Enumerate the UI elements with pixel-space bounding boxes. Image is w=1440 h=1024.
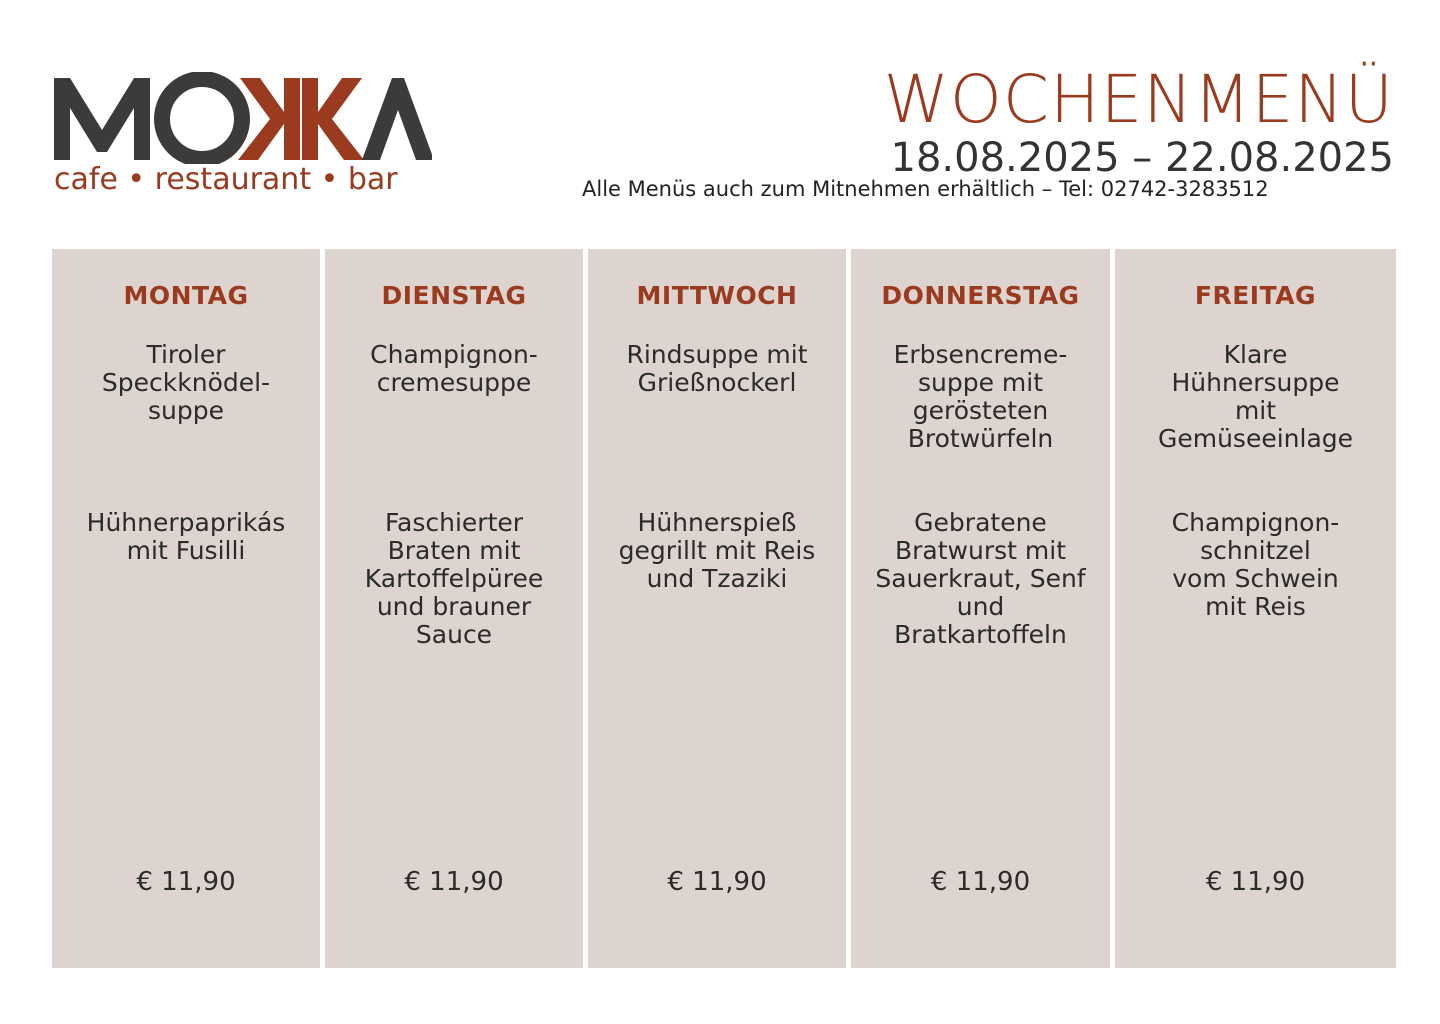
main-dish: Faschierter Braten mit Kartoffelpüree und brauner Sauce (364, 508, 544, 649)
soup-dish: Klare Hühnersuppe mit Gemüseeinlage (1157, 340, 1354, 453)
day-column-dienstag (325, 249, 583, 968)
main-dish: Hühnerpaprikás mit Fusilli (86, 508, 286, 565)
day-name: DONNERSTAG (881, 281, 1080, 310)
logo (52, 72, 432, 202)
day-name: FREITAG (1194, 281, 1317, 310)
day-name: DIENSTAG (381, 281, 527, 310)
day-column-montag (52, 249, 320, 968)
main-dish: Gebratene Bratwurst mit Sauerkraut, Senf und Bratkartoffeln (875, 508, 1086, 649)
week-menu (52, 249, 1396, 968)
menu-header (884, 62, 1394, 180)
soup-dish: Champignon- cremesuppe (370, 340, 538, 397)
logo-tagline: cafe • restaurant • bar (54, 162, 398, 197)
mokka-logo-mark (52, 72, 432, 164)
soup-dish: Rindsuppe mit Grießnockerl (626, 340, 808, 397)
day-column-mittwoch (588, 249, 846, 968)
date-range: 18.08.2025 – 22.08.2025 (890, 135, 1394, 181)
price: € 11,90 (667, 867, 767, 897)
price: € 11,90 (1205, 867, 1306, 897)
page-title: WOCHENMENÜ (883, 61, 1394, 138)
price: € 11,90 (136, 867, 236, 897)
soup-dish: Tiroler Speckknödel- suppe (101, 340, 271, 425)
day-column-freitag (1115, 249, 1396, 968)
day-column-donnerstag (851, 249, 1110, 968)
takeaway-note: Alle Menüs auch zum Mitnehmen erhältlich – Tel: 02742-3283512 (582, 177, 1269, 201)
price: € 11,90 (404, 867, 504, 897)
soup-dish: Erbsencreme- suppe mit gerösteten Brotwürfeln (893, 340, 1068, 453)
main-dish: Hühnerspieß gegrillt mit Reis und Tzaziki (618, 508, 816, 593)
day-name: MONTAG (123, 281, 249, 310)
main-dish: Champignon- schnitzel vom Schwein mit Reis (1171, 508, 1340, 621)
day-name: MITTWOCH (636, 281, 798, 310)
price: € 11,90 (930, 867, 1031, 897)
